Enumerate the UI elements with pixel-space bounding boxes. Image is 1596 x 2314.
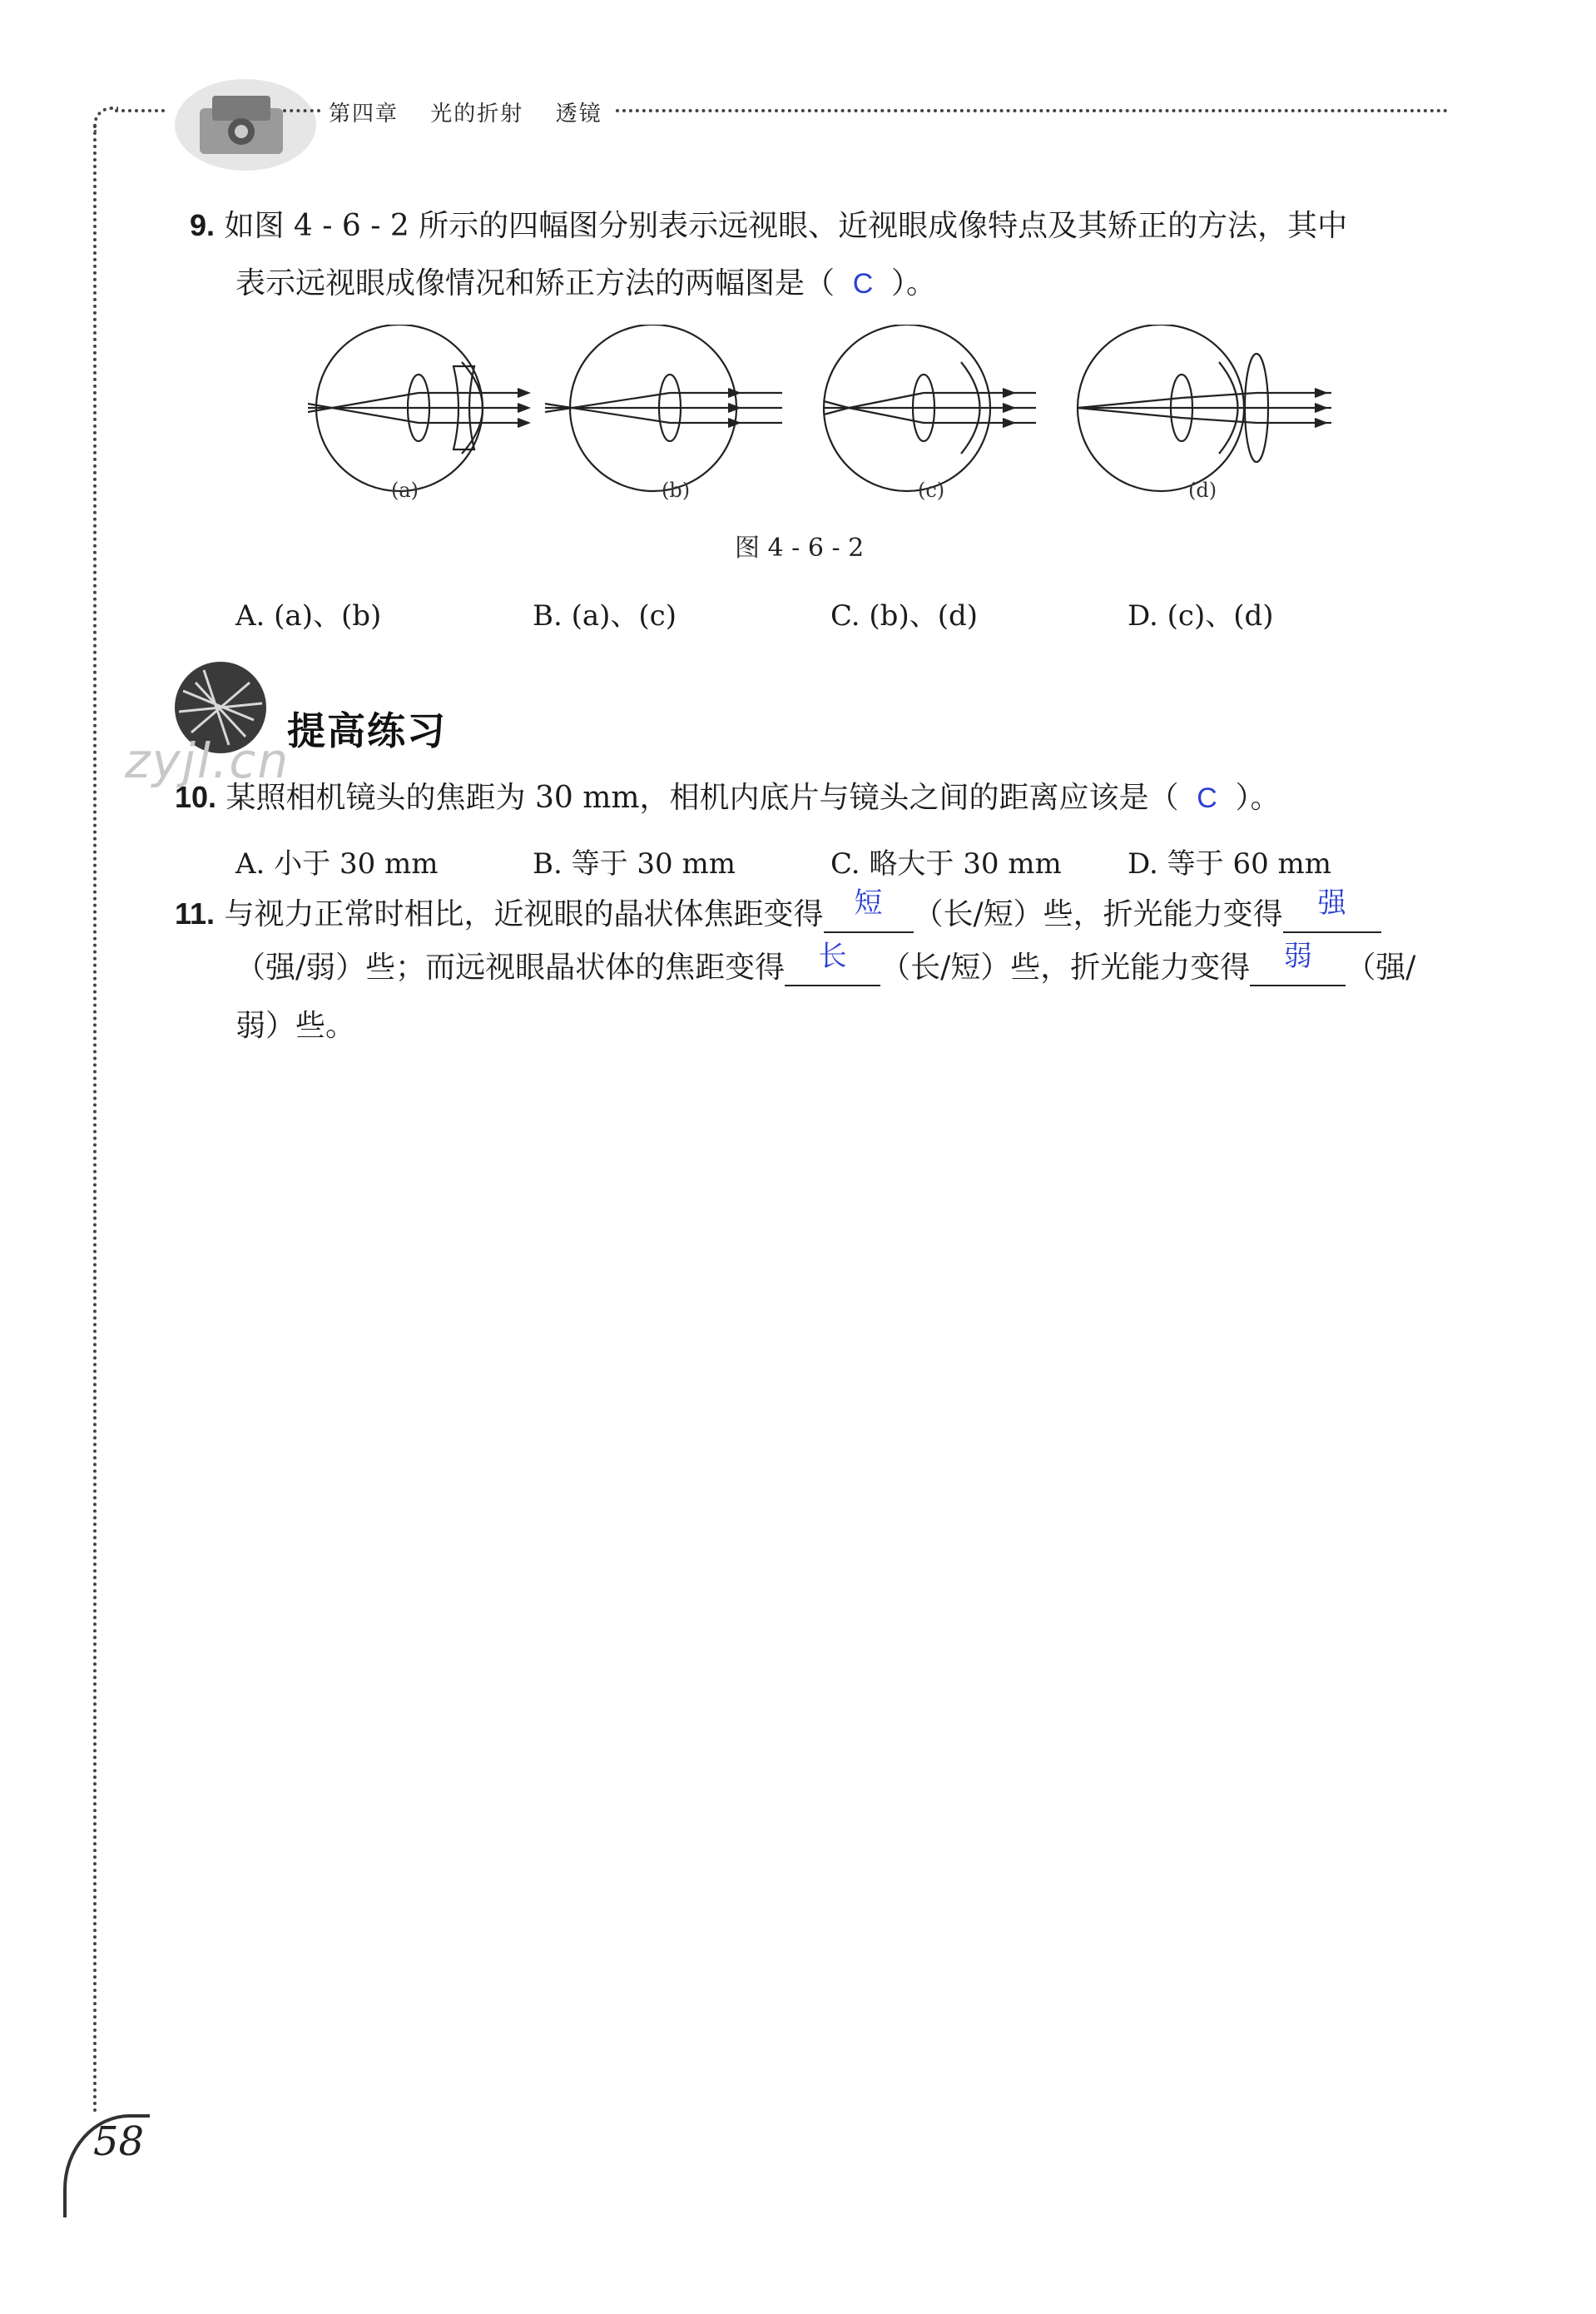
q11-line1	[175, 887, 1381, 933]
header-dotted-rule-right	[616, 109, 1448, 112]
q11-number: 11.	[175, 896, 216, 931]
q11-answer-2: 强	[1317, 887, 1346, 919]
q11-line3	[235, 1011, 355, 1041]
q11-text-6: 弱）些。	[235, 1009, 356, 1043]
q9-text-2: 表示远视眼成像情况和矫正方法的两幅图是（	[235, 266, 835, 300]
chapter-header	[329, 97, 626, 127]
q11-text-5: （强/	[1346, 951, 1416, 985]
q10-answer: C	[1197, 782, 1217, 814]
eye-diagram-c	[824, 325, 1036, 491]
q11-blank-2	[1283, 887, 1381, 933]
q9-text-1: 如图 4 - 6 - 2 所示的四幅图分别表示远视眼、近视眼成像特点及其矫正的方法，其中	[224, 209, 1348, 243]
q11-text-1: 与视力正常时相比，近视眼的晶状体焦距变得	[224, 897, 824, 931]
chapter-title-1: 光的折射	[430, 102, 524, 127]
chapter-title-2: 透镜	[555, 102, 602, 127]
q10-option-a: A. 小于 30 mm	[235, 847, 439, 881]
q10-text-1: 某照相机镜头的焦距为 30 mm，相机内底片与镜头之间的距离应该是（	[226, 781, 1179, 815]
eye-diagram-a	[308, 325, 528, 491]
q11-line2	[235, 941, 1416, 986]
q9-option-c: C. (b)、(d)	[830, 599, 979, 633]
watermark-logo: zyjl.cn	[125, 732, 290, 789]
q9-line1	[190, 208, 1348, 243]
q10-option-d: D. 等于 60 mm	[1128, 847, 1332, 881]
figure-label-c: (c)	[918, 479, 945, 502]
q11-text-2: （长/短）些，折光能力变得	[913, 897, 1283, 931]
q11-blank-3	[785, 941, 880, 986]
q9-text-3: ）。	[891, 266, 937, 300]
chapter-header-illustration	[166, 58, 325, 175]
figure-label-a: (a)	[391, 479, 419, 502]
q9-option-d: D. (c)、(d)	[1128, 599, 1274, 633]
figure-label-b: (b)	[662, 479, 691, 502]
q10-option-c: C. 略大于 30 mm	[830, 847, 1062, 881]
q9-option-b: B. (a)、(c)	[533, 599, 677, 633]
q11-answer-3: 长	[818, 941, 847, 972]
figure-caption: 图 4 - 6 - 2	[735, 534, 865, 563]
page-number: 58	[93, 2118, 145, 2165]
header-dotted-rule-left	[115, 109, 165, 112]
eye-diagram-d	[1078, 325, 1331, 491]
q11-text-3: （强/弱）些；而远视眼晶状体的焦距变得	[235, 951, 786, 985]
q11-blank-1	[824, 887, 914, 933]
header-dotted-rule-mid	[283, 109, 320, 112]
q9-line2	[235, 266, 937, 300]
left-margin-rule	[93, 125, 97, 2114]
eye-diagram-b	[545, 325, 782, 491]
q10-text-2: ）。	[1235, 781, 1281, 815]
q9-number: 9.	[190, 208, 216, 242]
figure-label-d: (d)	[1188, 479, 1217, 502]
chapter-number: 第四章	[329, 102, 399, 127]
q10-line	[175, 782, 1281, 813]
q9-answer: C	[852, 268, 874, 300]
q10-number: 10.	[175, 780, 217, 814]
q10-option-b: B. 等于 30 mm	[533, 847, 736, 881]
section-title: 提高练习	[287, 708, 447, 753]
q9-option-a: A. (a)、(b)	[235, 599, 382, 633]
q11-text-4: （长/短）些，折光能力变得	[880, 951, 1251, 985]
q11-answer-1: 短	[854, 887, 883, 919]
q11-answer-4: 弱	[1283, 941, 1312, 972]
q11-blank-4	[1250, 941, 1346, 986]
